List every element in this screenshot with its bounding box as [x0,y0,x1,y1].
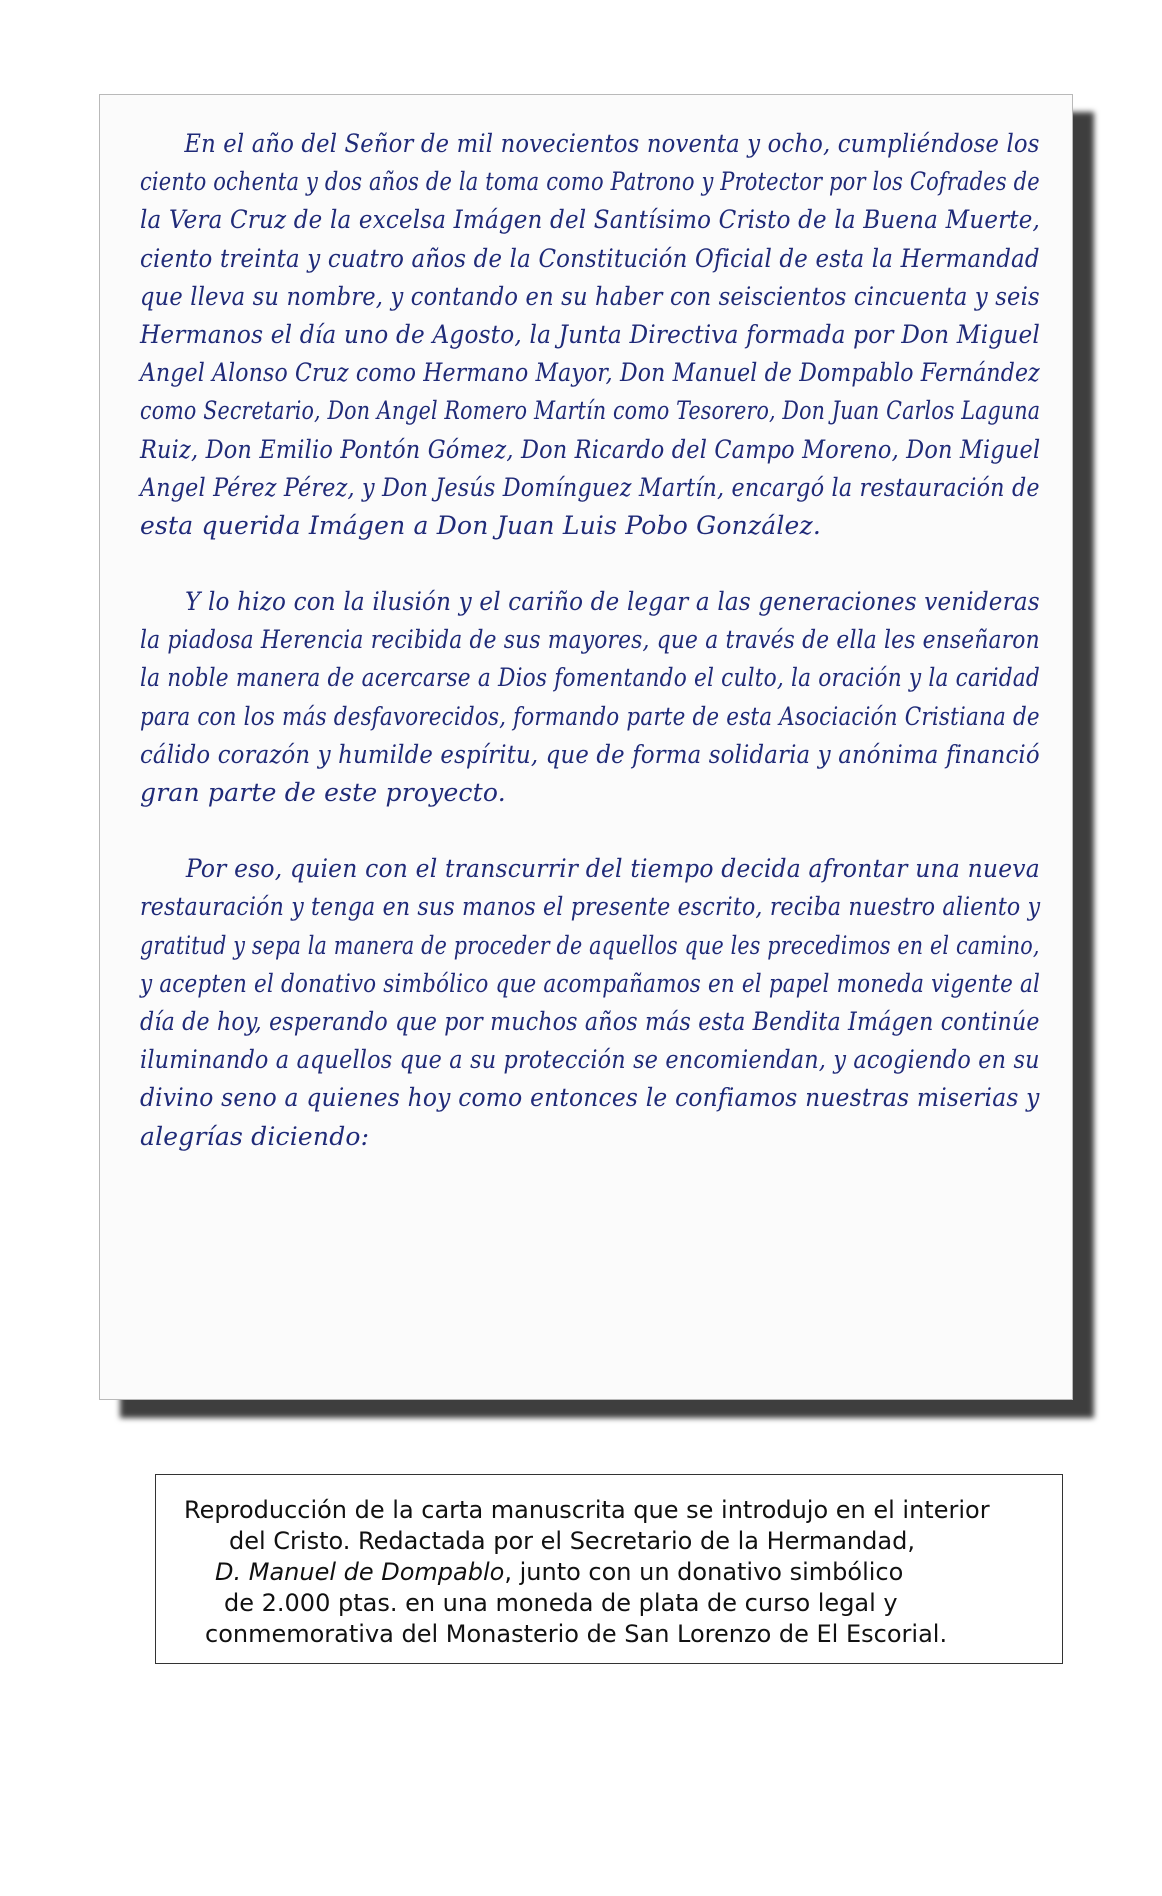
letter-line: alegrías diciendo: [140,1121,370,1151]
caption-line: conmemorativa del Monasterio de San Lorenzo de El Escorial. [205,1620,948,1648]
letter-line: Hermanos el día uno de Agosto, la Junta Directiva formada por Don Miguel [140,319,1041,349]
letter-line: gran parte de este proyecto. [140,778,506,807]
letter-line: que lleva su nombre, y contando en su haber con seiscientos cincuenta y seis [140,281,1040,311]
letter-line: como Secretario, Don Angel Romero Martín como Tesorero, Don Juan Carlos Laguna [140,396,1041,426]
letter-line: cálido corazón y humilde espíritu, que de forma solidaria y anónima financió [140,739,1040,769]
letter-line: la piadosa Herencia recibida de sus mayores, que a través de ella les enseñaron [140,625,1040,655]
letter-paragraph [140,850,1040,1156]
letter-body [140,125,1040,1156]
letter-line: Angel Pérez Pérez, y Don Jesús Domínguez Martín, encargó la restauración de [140,472,1040,502]
letter-line: y acepten el donativo simbólico que acompañamos en el papel moneda vigente al [140,968,1041,998]
letter-line: para con los más desfavorecidos, formando parte de esta Asociación Cristiana de [140,701,1040,731]
handwritten-letter [99,94,1073,1400]
secretary-name: D. Manuel de Dompablo [215,1558,505,1586]
letter-line: ciento ochenta y dos años de la toma como Patrono y Protector por los Cofrades de [140,167,1040,197]
caption-line: Reproducción de la carta manuscrita que se introdujo en el interior [184,1496,990,1524]
caption-line: de 2.000 ptas. en una moneda de plata de curso legal y [224,1589,898,1617]
caption-box [155,1474,1063,1664]
letter-paragraph [140,125,1040,545]
letter-line: esta querida Imágen a Don Juan Luis Pobo González. [140,510,822,540]
letter-line: iluminando a aquellos que a su protección se encomiendan, y acogiendo en su [140,1045,1040,1075]
caption-line [156,1557,1062,1588]
letter-line: gratitud y sepa la manera de proceder de aquellos que les precedimos en el camino, [140,930,1040,960]
letter-line: Por eso, quien con el transcurrir del tiempo decida afrontar una nueva [140,854,1040,884]
letter-paragraph [140,583,1040,812]
letter-line: ciento treinta y cuatro años de la Constitución Oficial de esta la Hermandad [140,243,1040,273]
letter-line: En el año del Señor de mil novecientos noventa y ocho, cumpliéndose los [140,129,1040,158]
letter-line: la noble manera de acercarse a Dios fomentando el culto, la oración y la caridad [140,663,1040,693]
caption-line: del Cristo. Redactada por el Secretario de la Hermandad, [229,1527,915,1555]
letter-line: día de hoy, esperando que por muchos años más esta Bendita Imágen continúe [140,1006,1040,1036]
letter-line: restauración y tenga en sus manos el presente escrito, reciba nuestro aliento y [140,892,1041,922]
caption-line-rest: , junto con un donativo simbólico [504,1558,904,1586]
letter-line: Angel Alonso Cruz como Hermano Mayor, Don Manuel de Dompablo Fernández [140,358,1040,388]
letter-line: Ruiz, Don Emilio Pontón Gómez, Don Ricardo del Campo Moreno, Don Miguel [140,434,1041,464]
letter-line: la Vera Cruz de la excelsa Imágen del Santísimo Cristo de la Buena Muerte, [140,205,1041,235]
letter-line: Y lo hizo con la ilusión y el cariño de legar a las generaciones venideras [140,587,1040,617]
caption-text [156,1495,1062,1650]
letter-line: divino seno a quienes hoy como entonces le confiamos nuestras miserias y [140,1083,1040,1113]
